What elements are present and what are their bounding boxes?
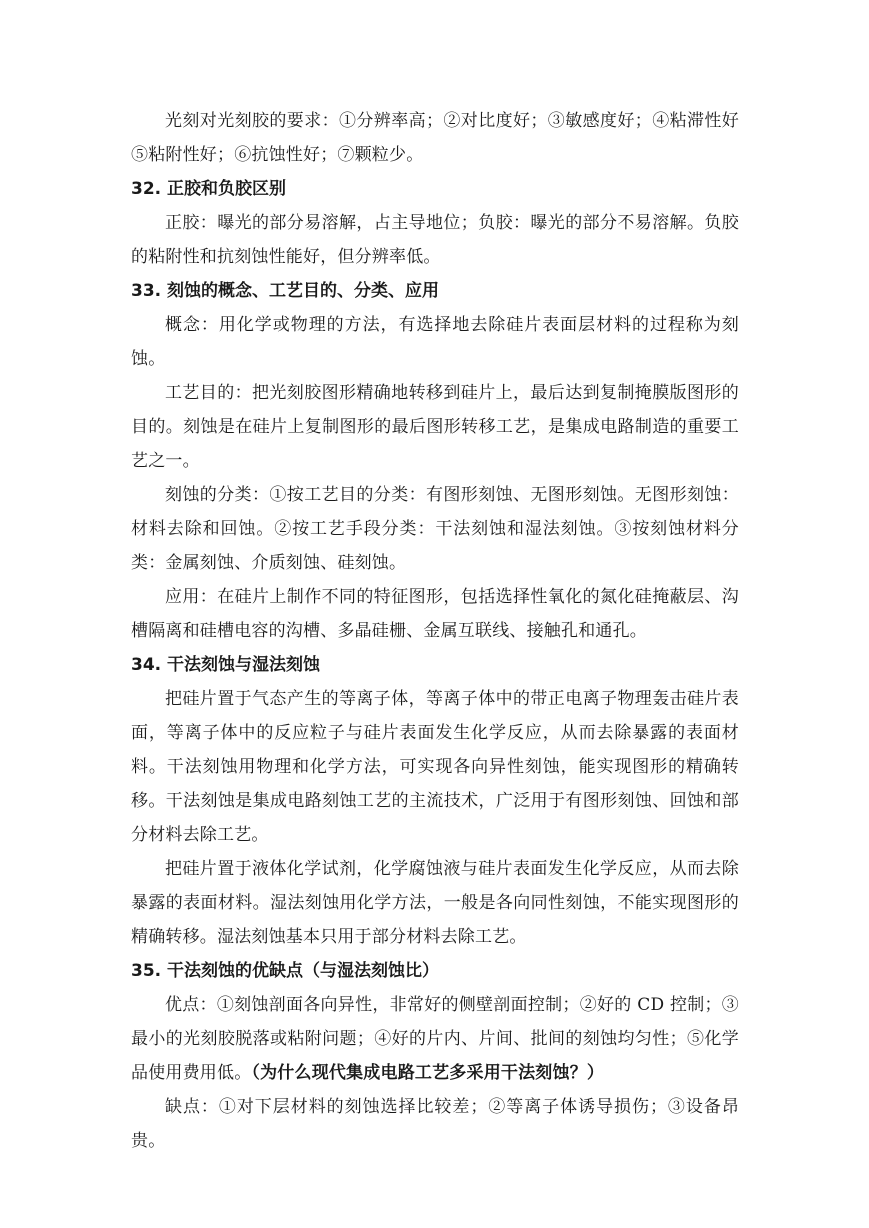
- section-35-emphasis-question: （为什么现代集成电路工艺多采用干法刻蚀？）: [251, 1063, 605, 1083]
- section-35-disadvantages-paragraph: 缺点：①对下层材料的刻蚀选择比较差；②等离子体诱导损伤；③设备昂贵。: [131, 1097, 739, 1151]
- section-33-classification-paragraph: 刻蚀的分类：①按工艺目的分类：有图形刻蚀、无图形刻蚀。无图形刻蚀：材料去除和回蚀。②按工艺手段分类：干法刻蚀和湿法刻蚀。③按刻蚀材料分类：金属刻蚀、介质刻蚀、硅刻蚀。: [131, 485, 739, 573]
- section-34-wet-etch-paragraph: 把硅片置于液体化学试剂，化学腐蚀液与硅片表面发生化学反应，从而去除暴露的表面材料。湿法刻蚀用化学方法，一般是各向同性刻蚀，不能实现图形的精确转移。湿法刻蚀基本只用于部分材料去除工艺。: [131, 859, 739, 947]
- section-33-application-paragraph: 应用：在硅片上制作不同的特征图形，包括选择性氧化的氮化硅掩蔽层、沟槽隔离和硅槽电容的沟槽、多晶硅栅、金属互联线、接触孔和通孔。: [131, 587, 739, 641]
- section-34-dry-etch-paragraph: 把硅片置于气态产生的等离子体，等离子体中的带正电离子物理轰击硅片表面，等离子体中的反应粒子与硅片表面发生化学反应，从而去除暴露的表面材料。干法刻蚀用物理和化学方法，可实现各向异性刻蚀，能实现图形的精确转移。干法刻蚀是集成电路刻蚀工艺的主流技术，广泛用于有图形刻蚀、回蚀和部分材料去除工艺。: [131, 689, 739, 845]
- section-34-heading: 34. 干法刻蚀与湿法刻蚀: [131, 655, 321, 675]
- section-33-heading: 33. 刻蚀的概念、工艺目的、分类、应用: [131, 281, 440, 301]
- section-35-heading: 35. 干法刻蚀的优缺点（与湿法刻蚀比）: [131, 961, 440, 981]
- intro-paragraph: 光刻对光刻胶的要求：①分辨率高；②对比度好；③敏感度好；④粘滞性好⑤粘附性好；⑥抗蚀性好；⑦颗粒少。: [131, 111, 739, 165]
- section-33-purpose-paragraph: 工艺目的：把光刻胶图形精确地转移到硅片上，最后达到复制掩膜版图形的目的。刻蚀是在硅片上复制图形的最后图形转移工艺，是集成电路制造的重要工艺之一。: [131, 383, 739, 471]
- section-32-paragraph: 正胶：曝光的部分易溶解，占主导地位；负胶：曝光的部分不易溶解。负胶的粘附性和抗刻蚀性能好，但分辨率低。: [131, 213, 739, 267]
- section-35-advantages-text: 优点：①刻蚀剖面各向异性，非常好的侧壁剖面控制；②好的 CD 控制；③最小的光刻胶脱落或粘附问题；④好的片内、片间、批间的刻蚀均匀性；⑤化学品使用费用低。: [131, 995, 739, 1083]
- section-35-advantages-paragraph: [131, 988, 739, 1090]
- section-33-concept-paragraph: 概念：用化学或物理的方法，有选择地去除硅片表面层材料的过程称为刻蚀。: [131, 315, 739, 369]
- section-32-heading: 32. 正胶和负胶区别: [131, 179, 287, 199]
- page-content: [131, 104, 739, 1158]
